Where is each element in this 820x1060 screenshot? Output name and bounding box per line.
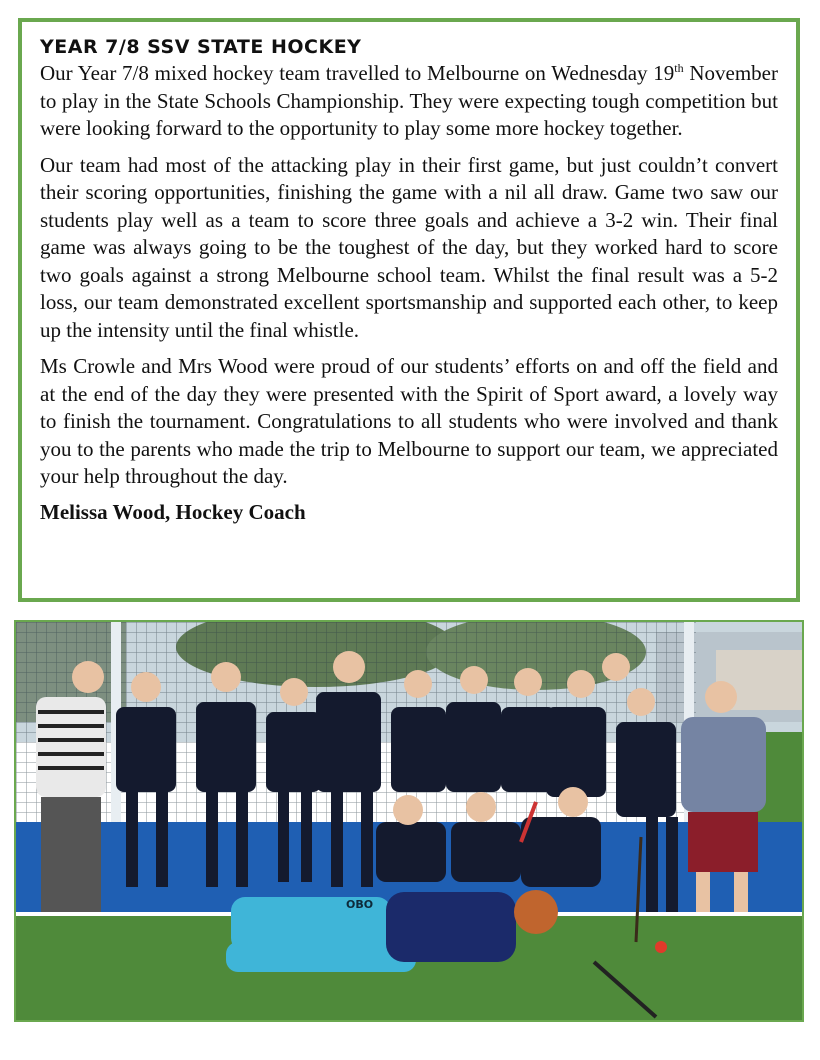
paragraph-1-start: Our Year 7/8 mixed hockey team travelled to Melbourne on Wednesday 19 — [40, 61, 675, 85]
article-title: YEAR 7/8 SSV STATE HOCKEY — [40, 36, 362, 58]
paragraph-1 — [40, 60, 778, 143]
paragraph-2: Our team had most of the attacking play in their first game, but just couldn’t convert their scoring opportunities, finishing the game with a nil all draw. Game two saw our students play well as a team to score three goals and achieve a 3-2 win. Their final game was always going to be the toughest of the day, but they worked hard to score two goals against a strong Melbourne school team. Whilst the final result was a 5-2 loss, our team demonstrated excellent sportsmanship and supported each other, to keep up the intensity until the final whistle. — [40, 152, 778, 342]
date-ordinal-suffix: th — [674, 61, 684, 75]
team-photo-illustration — [16, 622, 802, 1020]
article-box — [18, 18, 800, 602]
paragraph-3: Ms Crowle and Mrs Wood were proud of our students’ efforts on and off the field and at the end of the day they were presented with the Spirit of Sport award, a lovely way to finish the tournament. Congratulations to all students who were involved and thank you to the parents who made the trip to Melbourne to support our team, we appreciated your help throughout the day. — [40, 354, 778, 488]
paragraph-1-rest: November to play in the State Schools Championship. They were expecting tough competition but were looking forward to the opportunity to play some more hockey together. — [40, 61, 778, 140]
signature: Melissa Wood, Hockey Coach — [40, 499, 306, 524]
goalie-pad-brand: OBO — [346, 898, 374, 911]
team-photo — [14, 620, 804, 1022]
